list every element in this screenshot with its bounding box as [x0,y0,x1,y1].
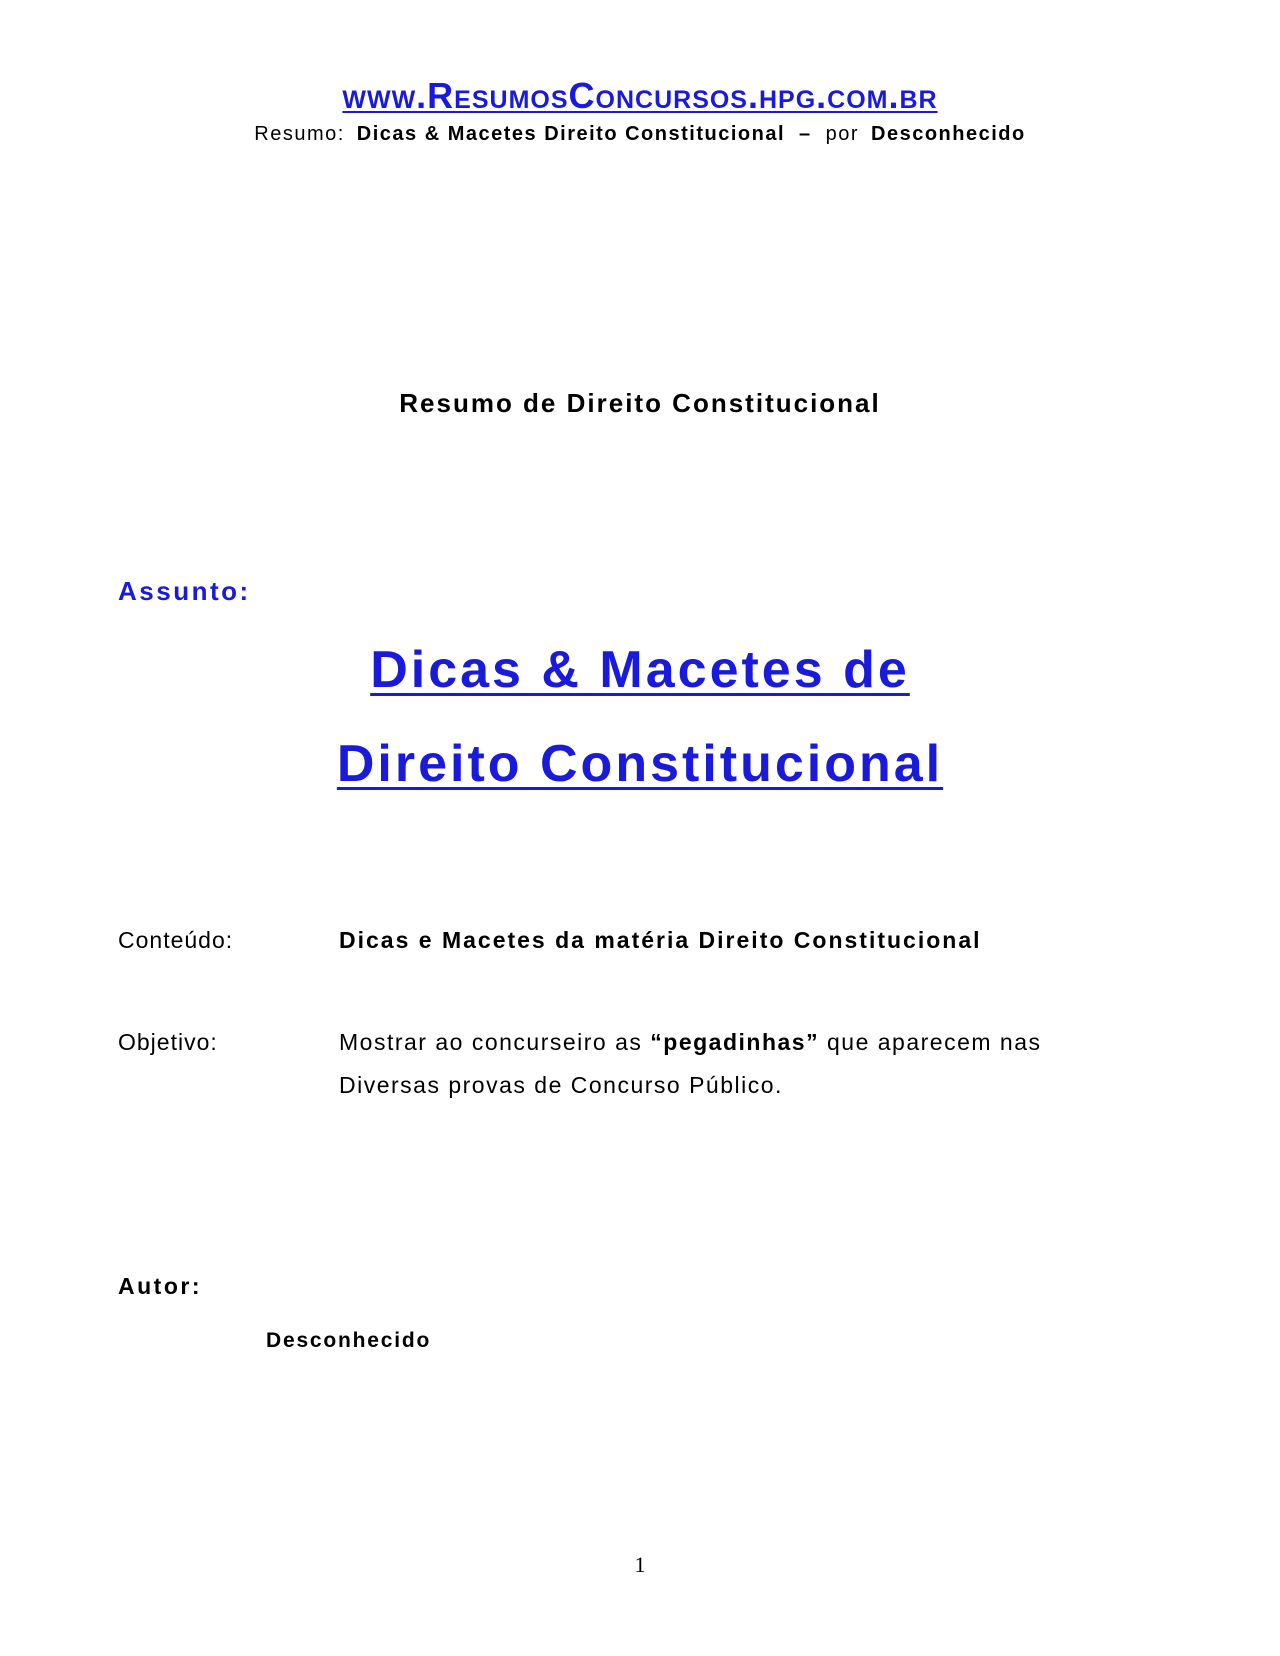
assunto-title-line-1[interactable]: Dicas & Macetes de [370,641,910,699]
assunto-title-line-2[interactable]: Direito Constitucional [336,735,944,793]
objetivo-text-after: que aparecem nas [819,1029,1042,1055]
header-resumo-label: Resumo: [254,123,345,145]
autor-name: Desconhecido [266,1329,432,1352]
site-url-link[interactable]: www.ResumosConcursos.hpg.com.br [342,75,938,116]
conteudo-label: Conteúdo: [118,927,234,953]
header-subtitle [0,122,1280,146]
header-author: Desconhecido [871,123,1026,145]
autor-label: Autor: [118,1273,202,1299]
page-number: 1 [634,1552,646,1577]
objetivo-text-before: Mostrar ao concurseiro as [339,1029,651,1055]
objetivo-label: Objetivo: [118,1029,218,1055]
conteudo-value: Dicas e Macetes da matéria Direito Constitucional [339,927,982,953]
header-resumo-title: Dicas & Macetes Direito Constitucional [356,123,785,145]
header-dash: – [799,123,812,145]
assunto-label: Assunto: [118,576,251,606]
objetivo-value-line-2: Diversas provas de Concurso Público. [339,1072,783,1098]
document-title: Resumo de Direito Constitucional [399,388,881,418]
objetivo-value-line-1 [339,1028,1042,1056]
header-por: por [825,123,860,145]
objetivo-pegadinhas: “pegadinhas” [650,1029,820,1055]
